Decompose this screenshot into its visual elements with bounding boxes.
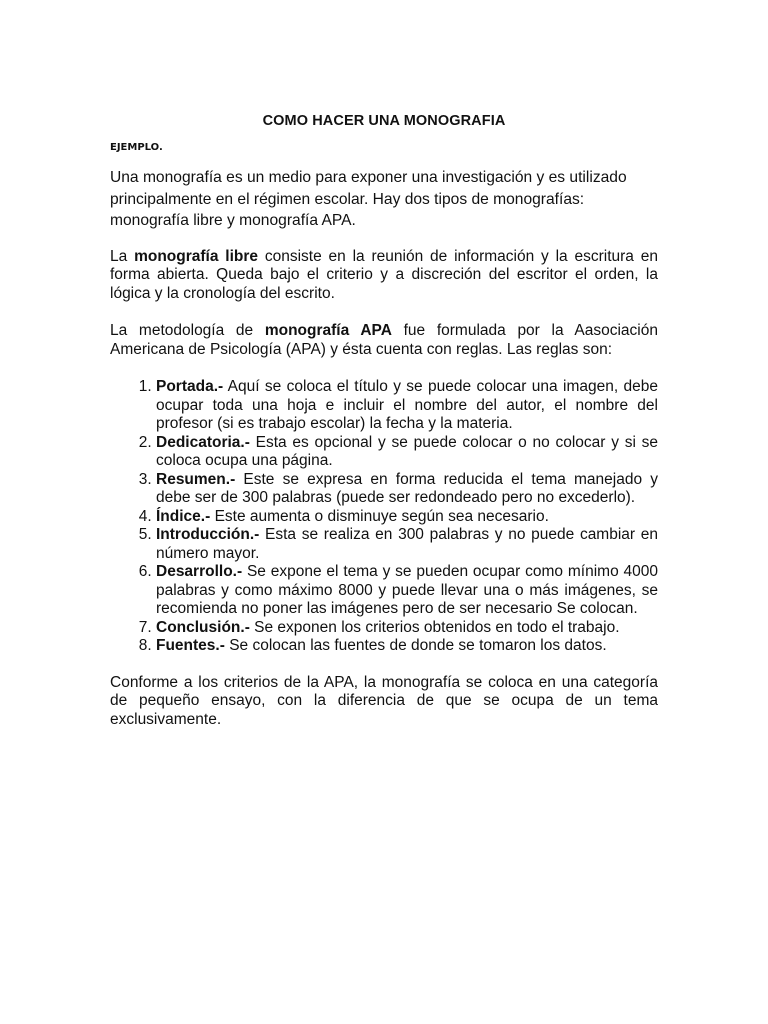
rule-text: Este aumenta o disminuye según sea necesario. [210, 507, 549, 525]
libre-term: monografía libre [134, 247, 259, 265]
rule-term: Conclusión.- [156, 618, 250, 636]
rule-term: Dedicatoria.- [156, 433, 250, 451]
apa-term: monografía APA [264, 322, 392, 339]
rule-text: Esta es opcional y se puede colocar o no colocar y si se coloca ocupa una página. [156, 433, 658, 469]
rule-item [156, 637, 658, 656]
rule-term: Desarrollo.- [156, 563, 243, 580]
rule-item [156, 434, 658, 471]
rule-item [156, 508, 658, 527]
rule-term: Fuentes.- [156, 637, 225, 654]
rule-text: Se exponen los criterios obtenidos en todo el trabajo. [249, 618, 620, 636]
apa-body-text: fue formulada por la Aasociación Americana de Psicología (APA) y ésta cuenta con reglas. Las reglas son: [110, 322, 658, 358]
libre-body-text: consiste en la reunión de información y la escritura en forma abierta. Queda bajo el criterio y a discreción del escritor el orden, la lógica y la cronología del escrito. [110, 247, 658, 302]
rule-term: Índice.- [156, 507, 211, 525]
document-title: COMO HACER UNA MONOGRAFIA [262, 113, 506, 129]
rules-list [110, 378, 658, 656]
apa-paragraph [110, 322, 658, 359]
rule-text: Aquí se coloca el título y se puede colocar una imagen, debe ocupar toda una hoja e incluir el nombre del autor, el nombre del profesor (si es trabajo escolar) la fecha y la materia. [156, 378, 658, 432]
rule-text: Este se expresa en forma reducida el tema manejado y debe ser de 300 palabras (puede ser redondeado pero no excederlo). [156, 470, 658, 506]
example-label: EJEMPLO. [110, 142, 163, 153]
rule-term: Introducción.- [156, 526, 260, 543]
rule-item [156, 526, 658, 563]
document-body [110, 113, 658, 729]
rule-text: Se colocan las fuentes de donde se tomaron los datos. [224, 637, 607, 654]
libre-paragraph [110, 248, 658, 304]
rule-text: Esta se realiza en 300 palabras y no puede cambiar en número mayor. [156, 526, 658, 562]
rule-item [156, 563, 658, 619]
rule-text: Se expone el tema y se pueden ocupar como mínimo 4000 palabras y como máximo 8000 y puede llevar una o más imágenes, se recomienda no poner las imágenes pero de ser necesario Se colocan. [156, 563, 658, 617]
rule-term: Portada.- [156, 378, 224, 395]
libre-lead-text: La [110, 247, 135, 265]
rule-term: Resumen.- [156, 470, 236, 488]
rule-item [156, 471, 658, 508]
rule-item [156, 378, 658, 434]
intro-paragraph: Una monografía es un medio para exponer una investigación y es utilizado principalmente en el régimen escolar. Hay dos tipos de monografías: monografía libre y monografía APA. [110, 169, 627, 229]
apa-lead-text: La metodología de [110, 322, 265, 339]
closing-paragraph: Conforme a los criterios de la APA, la monografía se coloca en una categoría de pequeño ensayo, con la diferencia de que se ocupa de un tema exclusivamente. [110, 673, 658, 728]
rule-item [156, 619, 658, 638]
